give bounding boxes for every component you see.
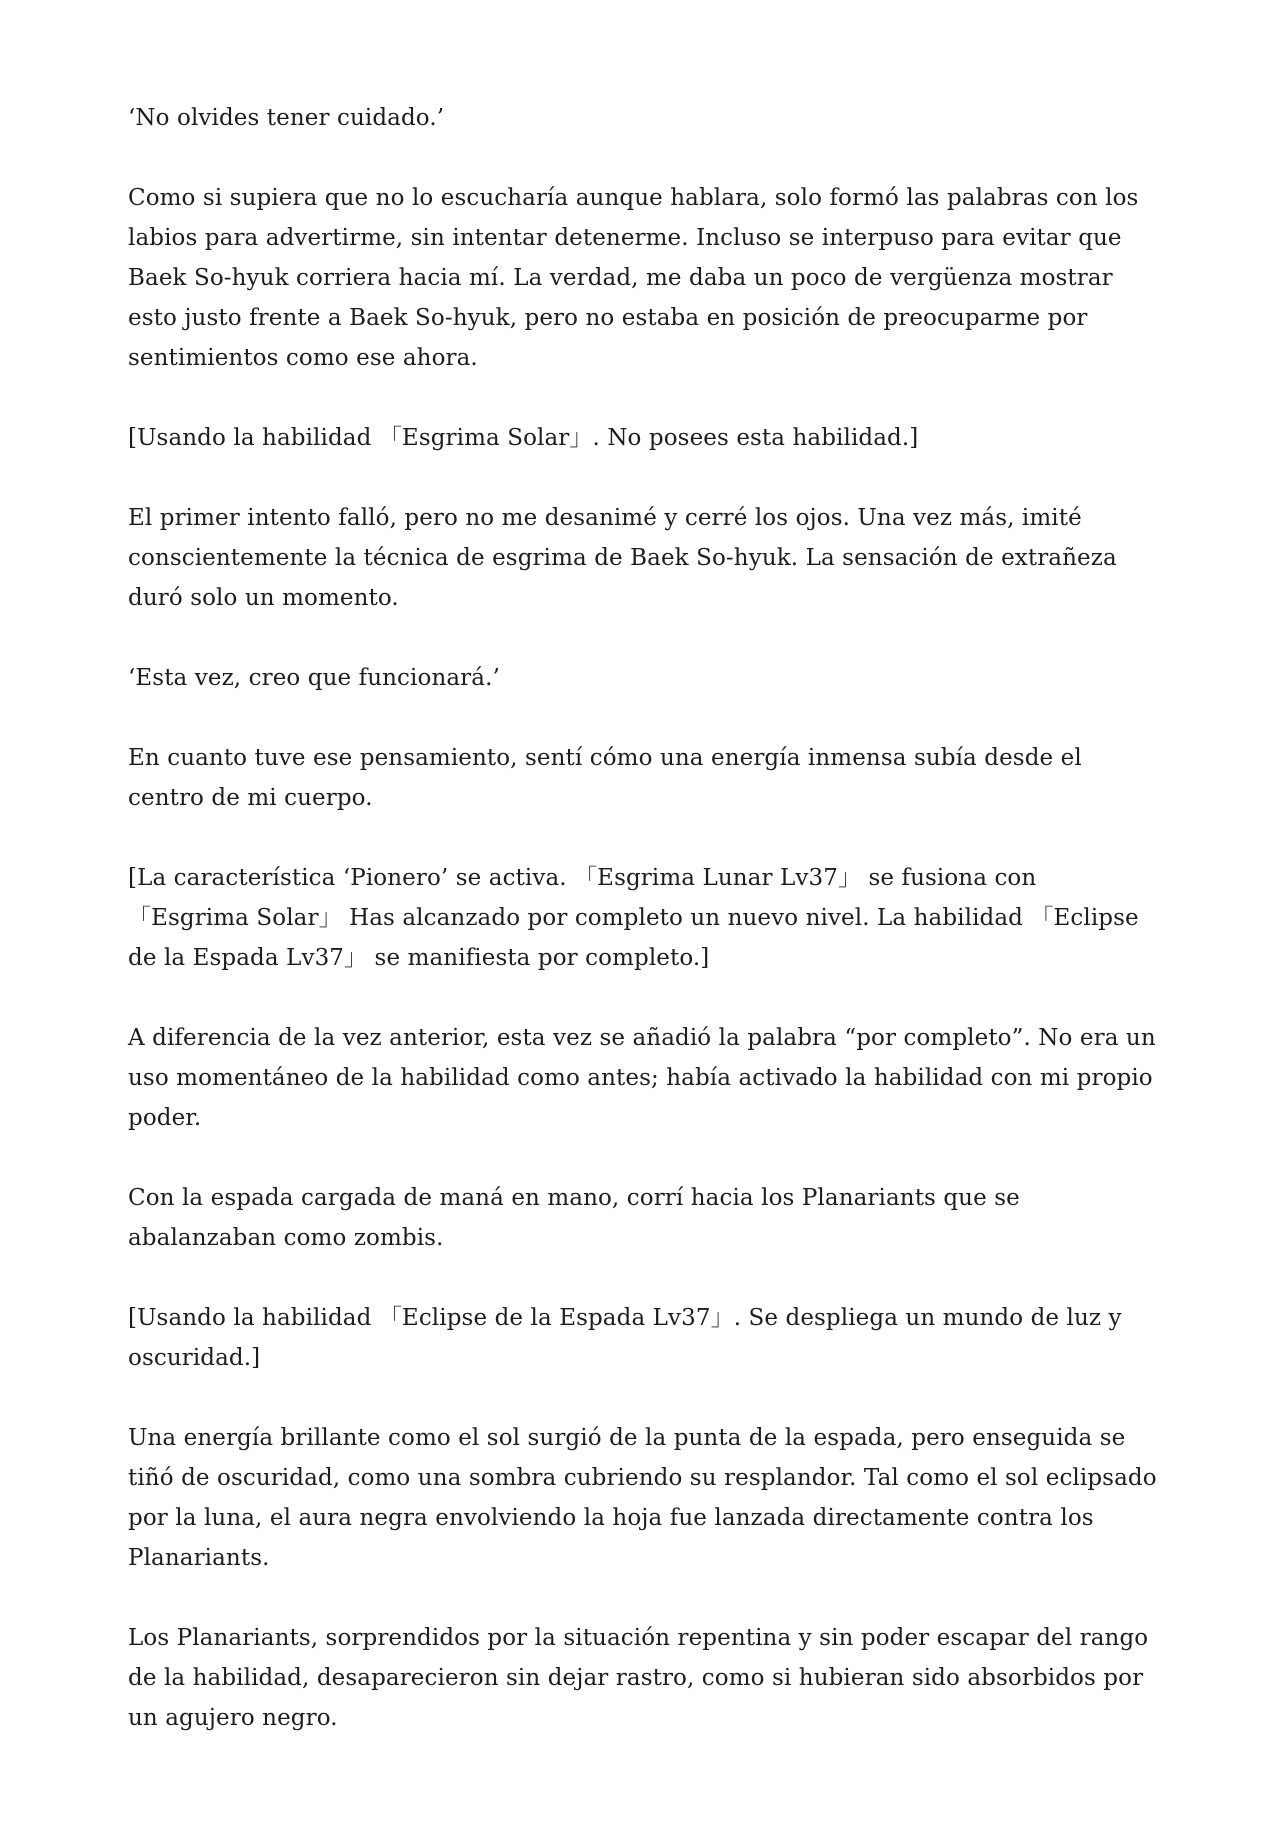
document-page	[128, 98, 1163, 1738]
paragraph: ‘Esta vez, creo que funcionará.’	[128, 665, 500, 691]
paragraph: Los Planariants, sorprendidos por la situación repentina y sin poder escapar del rango de la habilidad, desaparecieron sin dejar rastro, como si hubieran sido absorbidos por un agujero negro.	[128, 1625, 1149, 1731]
paragraph: Con la espada cargada de maná en mano, corrí hacia los Planariants que se abalanzaban como zombis.	[128, 1185, 1020, 1251]
paragraph: ‘No olvides tener cuidado.’	[128, 105, 445, 131]
paragraph: Como si supiera que no lo escucharía aunque hablara, solo formó las palabras con los labios para advertirme, sin intentar detenerme. Incluso se interpuso para evitar que Baek So-hyuk corriera hacia mí. La verdad, me daba un poco de vergüenza mostrar esto justo frente a Baek So-hyuk, pero no estaba en posición de preocuparme por sentimientos como ese ahora.	[128, 185, 1139, 371]
paragraph: A diferencia de la vez anterior, esta vez se añadió la palabra “por completo”. No era un uso momentáneo de la habilidad como antes; había activado la habilidad con mi propio poder.	[128, 1025, 1156, 1131]
system-message: [La característica ‘Pionero’ se activa. 「Esgrima Lunar Lv37」 se fusiona con 「Esgrima Solar」 Has alcanzado por completo un nuevo nivel. La habilidad 「Eclipse de la Espada Lv37」 se manifiesta por completo.]	[128, 865, 1139, 971]
system-message: [Usando la habilidad 「Eclipse de la Espada Lv37」. Se despliega un mundo de luz y oscuridad.]	[128, 1305, 1122, 1371]
paragraph: En cuanto tuve ese pensamiento, sentí cómo una energía inmensa subía desde el centro de mi cuerpo.	[128, 745, 1082, 811]
system-message: [Usando la habilidad 「Esgrima Solar」. No posees esta habilidad.]	[128, 425, 919, 451]
paragraph: Una energía brillante como el sol surgió de la punta de la espada, pero enseguida se tiñó de oscuridad, como una sombra cubriendo su resplandor. Tal como el sol eclipsado por la luna, el aura negra envolviendo la hoja fue lanzada directamente contra los Planariants.	[128, 1425, 1157, 1571]
paragraph: El primer intento falló, pero no me desanimé y cerré los ojos. Una vez más, imité conscientemente la técnica de esgrima de Baek So-hyuk. La sensación de extrañeza duró solo un momento.	[128, 505, 1117, 611]
